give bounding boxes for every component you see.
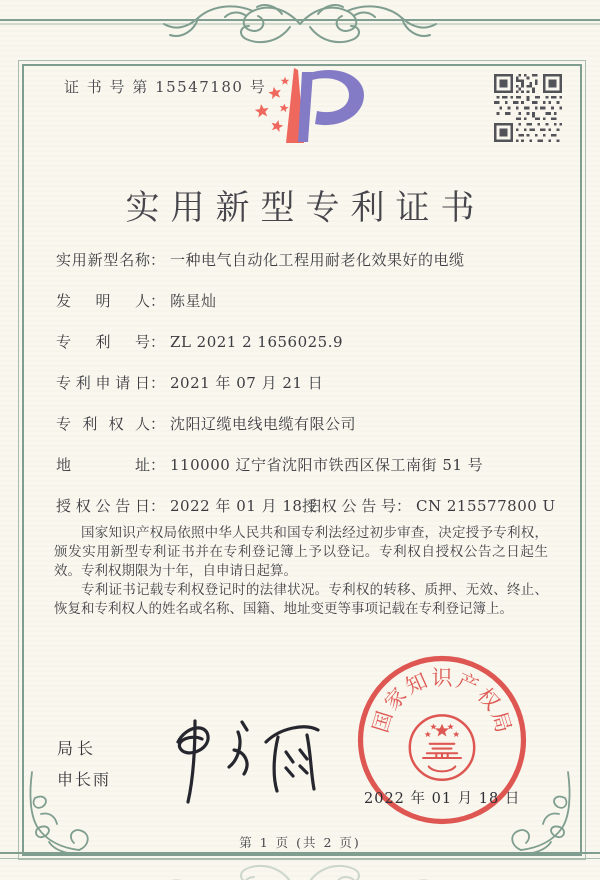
field-label: 实用新型名称 (56, 251, 150, 269)
field-value: 陈星灿 (170, 292, 217, 310)
field-row-patentee (56, 416, 548, 432)
colon: ： (150, 333, 166, 351)
seal-char: 国 (368, 708, 398, 736)
top-border-ornament (0, 0, 600, 52)
field-label: 地址 (56, 456, 150, 474)
seal-char: 家 (379, 683, 412, 715)
director-title: 局长 (57, 739, 98, 758)
field-value: 110000 辽宁省沈阳市铁西区保工南街 51 号 (170, 456, 484, 474)
field-value: ZL 2021 2 1656025.9 (170, 333, 344, 351)
national-emblem-icon (410, 715, 474, 779)
field-label: 专利申请日 (56, 374, 150, 392)
colon: ： (150, 374, 166, 392)
field-label: 专利号 (56, 333, 150, 351)
page-number: 第 1 页 (共 2 页) (239, 835, 361, 850)
colon: ： (396, 497, 412, 515)
seal-char: 产 (453, 668, 482, 699)
seal-char: 知 (402, 668, 431, 699)
field-grant-number (302, 498, 556, 514)
field-value: 2022 年 01 月 18 日 (170, 497, 324, 515)
field-value: 2021 年 07 月 21 日 (170, 374, 324, 392)
colon: ： (150, 251, 166, 269)
certificate-number: 证 书 号 第 15547180 号 (64, 78, 267, 96)
seal-char: 权 (472, 683, 505, 715)
legal-paragraph: 专利证书记载专利权登记时的法律状况。专利权的转移、质押、无效、终止、恢复和专利权人的姓名或名称、国籍、地址变更等事项记载在专利登记簿上。 (54, 582, 548, 617)
field-label: 授权公告号 (302, 497, 396, 515)
colon: ： (150, 415, 166, 433)
field-row-grant-date (56, 497, 556, 515)
seal-char: 识 (431, 666, 453, 691)
colon: ： (150, 292, 166, 310)
field-row-address (56, 457, 548, 473)
field-row-patent-no (56, 334, 548, 350)
colon: ： (150, 497, 166, 515)
qr-code (494, 74, 562, 142)
director-name: 申长雨 (57, 770, 112, 789)
certificate-title: 实用新型专利证书 (125, 188, 486, 228)
field-label: 授权公告日 (56, 497, 150, 515)
field-label: 发明人 (56, 292, 150, 310)
field-label: 专利权人 (56, 415, 150, 433)
legal-text (54, 524, 548, 619)
field-value: CN 215577800 U (416, 497, 556, 515)
legal-paragraph: 国家知识产权局依照中华人民共和国专利法经过初步审查，决定授予专利权，颁发实用新型专利证书并在专利登记簿上予以登记。专利权自授权公告之日起生效。专利权期限为十年，自申请日起算。 (54, 525, 548, 579)
field-list (56, 251, 556, 539)
seal-char: 局 (486, 708, 516, 736)
field-value: 一种电气自动化工程用耐老化效果好的电缆 (170, 251, 465, 269)
field-row-name (56, 252, 548, 268)
field-value: 沈阳辽缆电线电缆有限公司 (170, 415, 357, 433)
colon: ： (150, 456, 166, 474)
seal-date: 2022 年 01 月 18 日 (364, 791, 521, 807)
bottom-border-ornament (0, 856, 600, 880)
director-signature (148, 710, 328, 805)
field-row-inventor (56, 293, 548, 309)
cnipa-logo-icon (235, 64, 385, 166)
field-row-filing-date (56, 375, 548, 391)
